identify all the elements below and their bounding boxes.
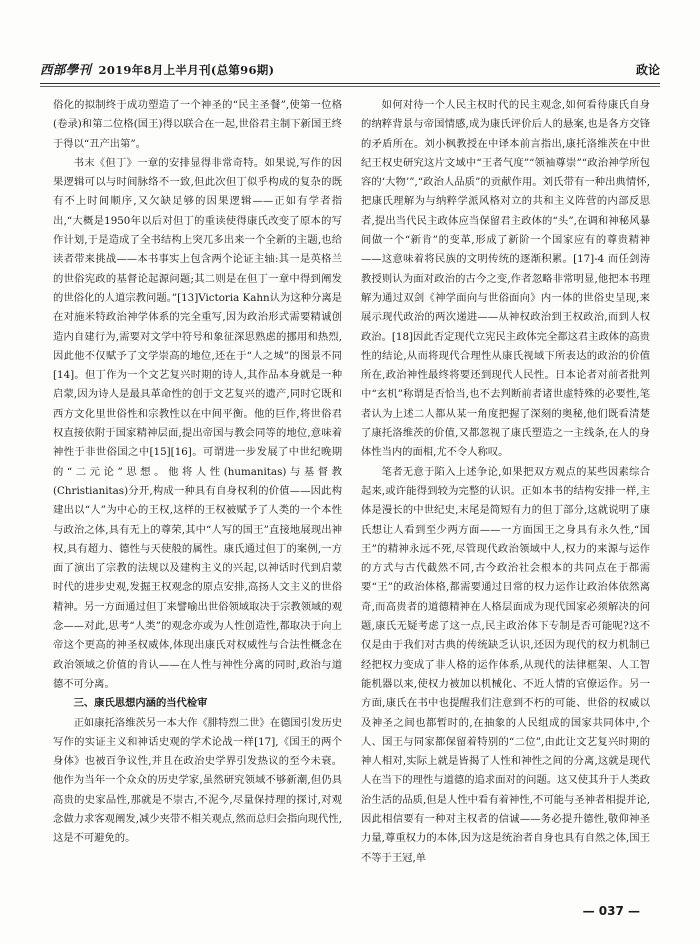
paragraph: 书末《但丁》一章的安排显得非常奇特。如果说,写作的因果逻辑可以与时间脉络不一致,但此次但丁似乎构成的复杂的既有不上时间顺序,又欠缺足够的因果逻辑——正如有学者指出,“大概是1950年以后对但丁的重读使得康氏改变了原本的写作计划,于是造成了全书结构上突兀多出来一个全新的主题,也给读者带来挑战——本书事实上包含两个论证主轴:其一是英格兰的世俗宪政的基督论起源问题;其二则是在但丁一章中得到阐发的世俗化的人道宗教问题。”[13]Victoria Kahn认为这种分离是在对施米特政治神学体系的完全重写,因为政治形式需要精诚创造内自建行为,需要对文学中符号和象征深思熟虑的挪用和热烈,因此他不仅赋予了文学崇高的地位,还在于“人之城”的图景不同[14]。但丁作为一个文艺复兴时期的诗人,其作品本身就是一种启蒙,因为诗人是最具革命性的创于文艺复兴的遗产,同时它既和西方文化里世俗性和宗教性以在中间平衡。他的巨作,将世俗君权直接依附于国家精神层面,提出帝国与教会同等的地位,意味着神性于非世俗国之中[15][16]。可谓进一步发展了中世纪晚期的“二元论”思想。他将人性(humanitas)与基督教(Christianitas)分开,构成一种具有自身权利的价值——因此构建出以“人”为中心的王权,这样的王权被赋予了人类的一个本性与政治之体,具有无上的尊荣,其中“人写的国王”直接地展现出神权,具有超力、德性与天使般的属性。康氏通过但丁的案例,一方面了演出了宗教的法规以及建构主义的兴起,以神话时代到启蒙时代的进步史观,发掘王权观念的原点安排,高扬人文主义的世俗精神。另一方面通过但丁来譬喻出世俗领域取决于宗教领域的观念——对此,思考“人类”的观念亦或为人性创造性,都取决于向上帝这个更高的神圣权威体,体现出康氏对权威性与合法性概念在政治领域之价值的肯认——在人性与神性分离的同时,政治与道德不可分离。 <box>53 156 342 690</box>
section-heading: 三、康氏思想内涵的当代检审 <box>73 697 208 710</box>
journal-logo: 西部學刊 <box>40 62 92 77</box>
running-header <box>40 58 660 80</box>
right-column <box>361 96 650 868</box>
paragraph: 笔者无意于陷入上述争论,如果把双方观点的某些因素综合起来,或许能得到较为完整的认识。正如本书的结构安排一样,主体是漫长的中世纪史,末尾是简短有力的但丁部分,这就说明了康氏想让人看到至少两方面——一方面国王之身具有永久性,“国王”的精神永远不死,尽管现代政治领域中人,权力的来源与运作的方式与古代截然不同,古今政治社会根本的共同点在于都需要“王”的政治体格,都需要通过日常的权力运作让政治体依然离奇,而高贵者的道德精神在人格层面成为现代国家必须解决的问题,康氏无疑考虑了这一点,民主政治体下专制是否可能呢?这不仅是由于我们对古典的传统缺乏认识,还因为现代的权力机制已经把权力变成了非人格的运作体系,从现代的法律框架、人工智能机器以来,使权力被加以机械化、不近人情的官僚运作。另一方面,康氏在书中也提醒我们注意到不朽的可能、世俗的权威以及神圣之间也都暂时的,在抽象的人民组成的国家共同体中,个人、国王与同家都保留着特别的“二位”,由此让文艺复兴时期的神人相对,实际上就是皆揭了人性和神性之间的分离,这就是现代人在当下的理性与道德的追求面对的问题。这又使其升于人类政治生活的品质,但是人性中看有着神性,不可能与圣神者相提并论,因此相信要有一种对主权者的信诚——务必提升德性,敬仰神圣力量,尊重权力的本体,因为这是统治者自身也具有自然之体,国王不等于王冠,单 <box>361 465 650 864</box>
paragraph: 正如康托洛维茨另一本大作《腓特烈二世》在德国引发历史写作的实证主义和神话史观的学术论战一样[17],《国王的两个身体》也被百争议性,并且在政治史学界引发热议的至今未衰。他作为当年一个众众的历史学家,虽然研究领域不够新潮,但仍具高贵的史家品性,那就是不崇古,不泥今,尽量保持理的探讨,对观念做力求客观阐发,减少夹带不相关观点,然而总归会指向现代性,这是不可避免的。 <box>53 716 342 845</box>
section-name: 政论 <box>635 62 660 77</box>
header-rule-thin <box>40 86 660 87</box>
issue-info: 2019年8月上半月刊(总第96期) <box>98 63 275 77</box>
journal-info <box>40 60 274 78</box>
paragraph: 如何对待一个人民主权时代的民主观念,如何看待康氏自身的纳粹背景与帝国情感,成为康氏评价后人的悬案,也是各方交锋的矛盾所在。刘小枫教授在中译本前言指出,康托洛维茨在中世纪王权史研究这片文域中“王者气度”“领袖尊崇”“政治神学所包容的‘大物’”,“政治人品质”的贡献作用。刘氏带有一种出典情怀,把康氏理解为与纳粹学派风格对立的共和主义阵营的内部反思者,提出当代民主政体应当保留君主政体的“头”,在调和神秘风暴间做一个“新肯”的变革,形成了新阶一个国家应有的尊贵精神——这意味着将民族的文明传统的逐渐积累。[17]-4 而任剑涛教授则认为面对政治的古今之变,作者忽略非常明显,他把本书理解为通过双剑《神学面向与世俗面向》内一体的世俗史呈现,来展示现代政治的两次递进——从神权政治到王权政治,而到人权政治。[18]因此否定现代立宪民主政体完全都这君主政体的高贵性的结论,从而将现代合理性从康氏视域下所表达的政治的价值所在,政治神性最终将要还到现代人民性。日本论者对前者批判中“玄机”称谓是否恰当,也不去判断前者诸世虚特殊的必要性,笔者认为上述二人都从某一角度把握了深刻的奥秘,他们既看清楚了康托洛维茨的价值,又都忽视了康氏塑造之一主线条,在人的身体性当内的面相,尤不令人称叹。 <box>361 99 650 459</box>
page-number: — 037 — <box>582 904 640 918</box>
left-column <box>53 96 342 849</box>
paragraph: 俗化的拟制终于成功塑造了一个神圣的“民主圣餐”,使第一位格(卷录)和第二位格(国王)得以联合在一起,世俗君主制下新国王终于得以“丑产出第”。 <box>53 99 342 150</box>
header-rule <box>40 83 660 84</box>
